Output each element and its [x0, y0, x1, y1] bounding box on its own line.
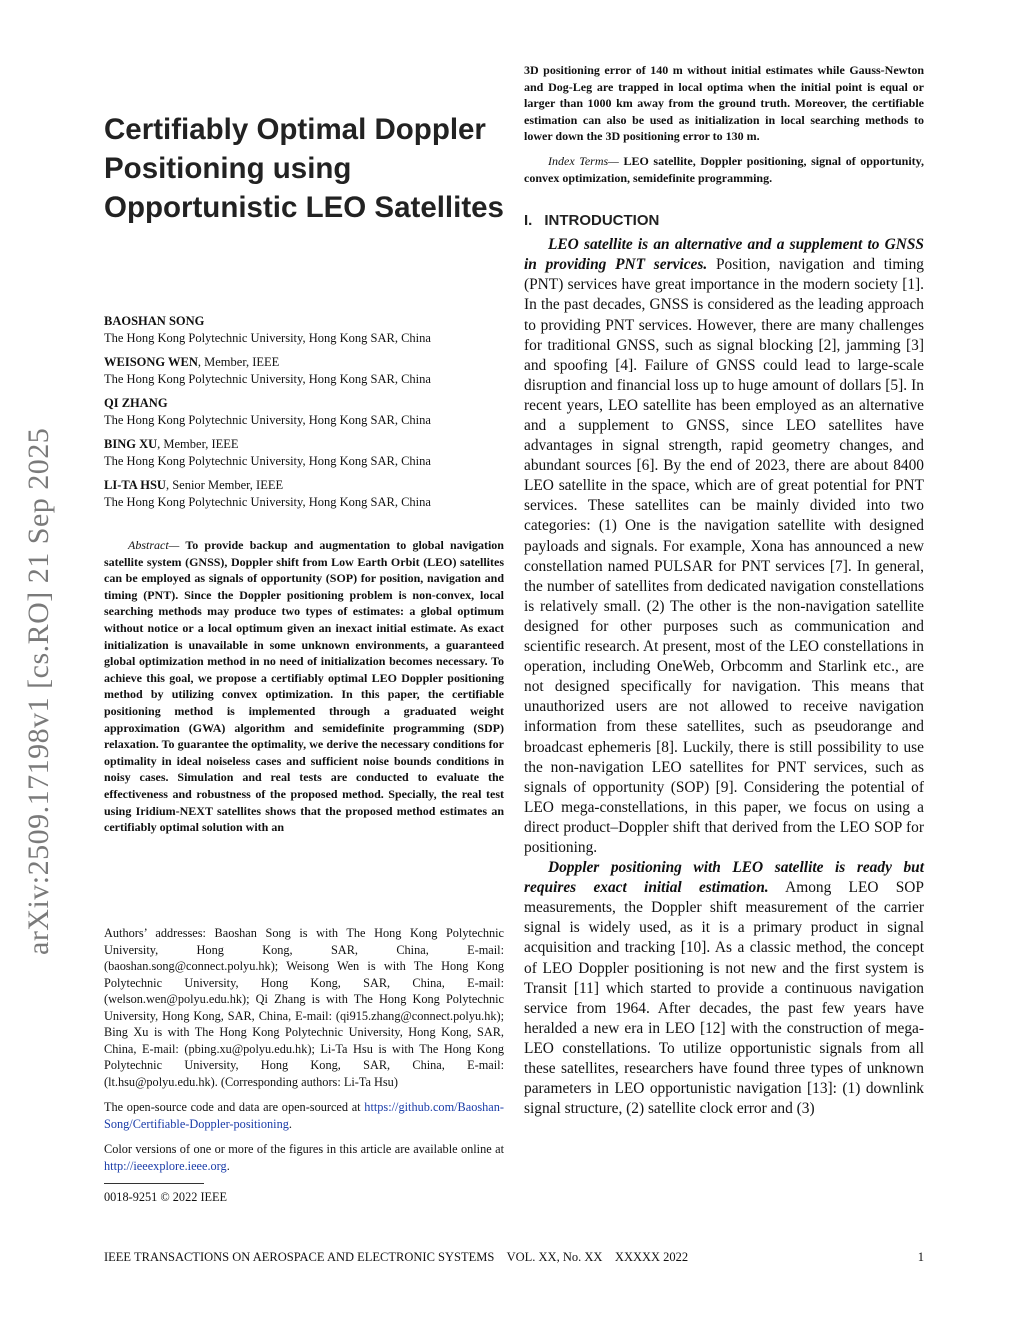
index-terms: Index Terms— LEO satellite, Doppler positioning, signal of opportunity, convex optimization, semidefinite programming.: [524, 153, 924, 185]
author-entry: [104, 477, 504, 511]
paragraph-lead: LEO satellite is an alternative and a supplement to GNSS in providing PNT services.: [524, 236, 924, 274]
author-entry: [104, 436, 504, 470]
author-entry: [104, 354, 504, 388]
footnotes: [104, 925, 504, 1206]
author-name: BAOSHAN SONG: [104, 314, 205, 328]
author-list: [104, 313, 504, 511]
footnote-divider: [104, 1183, 204, 1184]
author-affiliation: The Hong Kong Polytechnic University, Hong Kong SAR, China: [104, 372, 431, 386]
color-note: Color versions of one or more of the figures in this article are available online at http://ieeexplore.ieee.org.: [104, 1142, 504, 1173]
page-footer: [104, 1250, 924, 1265]
introduction-body: [524, 235, 924, 1119]
author-entry: [104, 395, 504, 429]
author-role: , Senior Member, IEEE: [165, 478, 284, 492]
abstract: [104, 537, 504, 836]
left-column: [104, 110, 504, 836]
author-role: , Member, IEEE: [157, 437, 239, 451]
author-affiliation: The Hong Kong Polytechnic University, Hong Kong SAR, China: [104, 495, 431, 509]
author-addresses: Authors’ addresses: Baoshan Song is with The Hong Kong Polytechnic University, Hong Kong, SAR, China, E-mail: (baoshan.song@connect.polyu.hk); Weisong Wen is with The Hong Kong Polytechnic University, Hong Kong, SAR, China, E-mail: (welson.wen@polyu.edu.hk); Qi Zhang is with The Hong Kong Polytechnic University, Hong Kong, SAR, China, E-mail: (qi915.zhang@connect.polyu.hk); Bing Xu is with The Hong Kong Polytechnic University, Hong Kong, SAR, China, E-mail: (pbing.xu@polyu.edu.hk); Li-Ta Hsu is with The Hong Kong Polytechnic University, Hong Kong, SAR, China, E-mail: (lt.hsu@polyu.edu.hk). (Corresponding authors: Li-Ta Hsu): [104, 926, 504, 1089]
section-number: I.: [524, 212, 533, 230]
arxiv-identifier: arXiv:2509.17198v1 [cs.RO] 21 Sep 2025: [22, 427, 55, 955]
section-heading: [524, 212, 924, 229]
abstract-text: To provide backup and augmentation to global navigation satellite system (GNSS), Doppler shift from Low Earth Orbit (LEO) satellites can be employed as signals of opportunity (SOP) for position, navigation and timing (PNT). Since the Doppler positioning problem is non-convex, local searching methods may produce two types of estimates: a global optimum without notice or a local optimum given an inexact initial estimate. As exact initialization is unavailable in some unknown environments, a guaranteed global optimization method in no need of initialization becomes necessary. To achieve this goal, we propose a certifiably optimal LEO Doppler positioning method by utilizing convex optimization. In this paper, the certifiable positioning method is implemented through a graduated weight approximation (GWA) algorithm and semidefinite programming (SDP) relaxation. To guarantee the optimality, we derive the necessary conditions for optimality in ideal noiseless cases and sufficient noise bounds conditions in noisy cases. Simulation and real tests are conducted to evaluate the effectiveness and robustness of the proposed method. Specially, the real test using Iridium-NEXT satellites shows that the proposed method estimates an certifiably optimal solution with an: [104, 538, 504, 835]
github-link[interactable]: https://github.com/Baoshan-Song/Certifiable-Doppler-positioning: [104, 1100, 504, 1131]
abstract-continued: 3D positioning error of 140 m without initial estimates while Gauss-Newton and Dog-Leg are trapped in local optima when the initial point is equal or larger than 1000 km away from the ground truth. Moreover, the certifiable estimation can also be used as initialization in local searching methods to lower down the 3D positioning error to 130 m.: [524, 63, 924, 144]
author-affiliation: The Hong Kong Polytechnic University, Hong Kong SAR, China: [104, 413, 431, 427]
author-name: LI-TA HSU: [104, 478, 166, 492]
right-column: [524, 62, 924, 1119]
page-number: 1: [917, 1250, 924, 1264]
section-title: INTRODUCTION: [544, 212, 660, 230]
index-terms-label: Index Terms—: [548, 153, 619, 168]
author-name: WEISONG WEN: [104, 355, 198, 369]
code-note: The open-source code and data are open-sourced at https://github.com/Baoshan-Song/Certifiable-Doppler-positioning.: [104, 1100, 504, 1131]
paragraph: Doppler positioning with LEO satellite is ready but requires exact initial estimation. Among LEO SOP measurements, the Doppler shift measurement of the carrier signal is widely used, as it is a primary product in signal acquisition and tracking [10]. As a classic method, the concept of LEO Doppler positioning is not new and the first system is Transit [11] which started to provide a continuous navigation service from 1964. After decades, the past few years have heralded a new era in LEO [12] with the construction of mega-LEO constellations. To utilize opportunistic signals from all these satellites, researchers have found three types of unknown parameters in LEO opportunistic navigation [13]: (1) downlink signal structure, (2) satellite clock error and (3): [524, 859, 924, 1118]
paper-title: Certifiably Optimal Doppler Positioning using Opportunistic LEO Satellites: [104, 113, 504, 224]
paragraph: LEO satellite is an alternative and a supplement to GNSS in providing PNT services. Position, navigation and timing (PNT) services have great importance in the modern society [1]. In the past decades, GNSS is considered as the leading approach to providing PNT services. However, there are many challenges for traditional GNSS, such as signal blocking [2], jamming [3] and spoofing [4]. Failure of GNSS could lead to large-scale disruption and financial loss up to huge amount of dollars [5]. In recent years, LEO satellite has been employed as an alternative and a supplement to GNSS, since LEO satellites have advantages in signal strength, rapid geometry changes, and abundant sources [6]. By the end of 2023, there are about 8400 LEO satellite in the space, which are of great potential for PNT services. These satellites can be mainly divided into two categories: (1) One is the navigation satellite with designed payloads and signals. For example, Xona has announced a new constellation named PULSAR for PNT services [7]. In general, the number of satellites from dedicated navigation constellations is relatively small. (2) The other is the non-navigation satellite designed for other purposes such as communication and scientific research. At present, most of the LEO constellations in operation, including OneWeb, Orbcomm and Starlink etc., are not designed specifically for navigation. This means that unauthorized users are not allowed to receive navigation information from these satellites, such as pseudorange and broadcast ephemeris [8]. Luckily, there is still possibility to use the non-navigation LEO satellites for PNT services, such as signals of opportunity (SOP) [9]. Considering the potential of LEO mega-constellations, in this paper, we focus on using a direct product–Doppler shift that derived from the LEO SOP for positioning.: [524, 236, 924, 856]
abstract-label: Abstract—: [128, 538, 180, 552]
author-affiliation: The Hong Kong Polytechnic University, Hong Kong SAR, China: [104, 331, 431, 345]
journal-info: IEEE TRANSACTIONS ON AEROSPACE AND ELECTRONIC SYSTEMS VOL. XX, No. XX XXXXX 2022: [104, 1250, 689, 1264]
copyright: 0018-9251 © 2022 IEEE: [104, 1190, 228, 1204]
author-name: BING XU: [104, 437, 158, 451]
author-entry: [104, 313, 504, 347]
author-affiliation: The Hong Kong Polytechnic University, Hong Kong SAR, China: [104, 454, 431, 468]
author-role: , Member, IEEE: [197, 355, 280, 369]
author-name: QI ZHANG: [104, 396, 168, 410]
ieee-link[interactable]: http://ieeexplore.ieee.org: [104, 1158, 227, 1173]
paragraph-lead: Doppler positioning with LEO satellite is ready but requires exact initial estimation.: [524, 859, 924, 897]
